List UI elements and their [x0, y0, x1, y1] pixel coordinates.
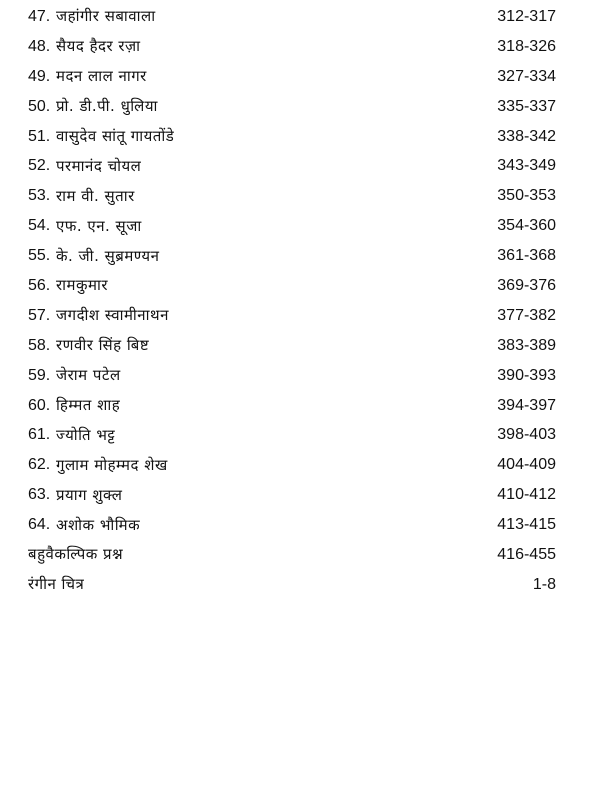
entry-number: 62. [28, 456, 51, 474]
entry-number: 64. [28, 516, 51, 534]
entry-number: 50. [28, 97, 51, 115]
entry-title: बहुवैकल्पिक प्रश्न [28, 545, 124, 564]
entry-number: 57. [28, 306, 51, 324]
entry-pages: 383-389 [497, 336, 556, 354]
entry-pages: 413-415 [497, 516, 556, 534]
entry-text [28, 338, 149, 354]
entry-title: एफ. एन. सूजा [56, 216, 142, 235]
entry-title: रामकुमार [56, 276, 109, 295]
entry-number: 59. [28, 366, 51, 384]
entry-number: 47. [28, 7, 51, 25]
entry-text [28, 368, 121, 384]
entry-text [28, 158, 141, 174]
entry-title: जगदीश स्वामीनाथन [56, 306, 169, 325]
entry-text [28, 188, 135, 204]
toc-row [28, 122, 556, 152]
entry-title: प्रो. डी.पी. धुलिया [56, 97, 158, 116]
toc-row [28, 540, 556, 570]
entry-text [28, 457, 168, 473]
entry-title: के. जी. सुब्रमण्यन [56, 246, 160, 265]
entry-number: 55. [28, 247, 51, 265]
entry-title: हिम्मत शाह [56, 396, 121, 415]
entry-title: रंगीन चित्र [28, 575, 85, 594]
entry-text [28, 69, 147, 85]
entry-number: 58. [28, 336, 51, 354]
entry-title: प्रयाग शुक्ल [56, 485, 123, 504]
entry-title: राम वी. सुतार [56, 186, 135, 205]
entry-text [28, 39, 141, 55]
toc-row [28, 92, 556, 122]
entry-number: 48. [28, 37, 51, 55]
entry-text [28, 129, 174, 145]
entry-pages: 350-353 [497, 187, 556, 205]
entry-number: 53. [28, 187, 51, 205]
entry-pages: 312-317 [497, 7, 556, 25]
entry-title: ज्योति भट्ट [56, 425, 116, 444]
entry-pages: 318-326 [497, 37, 556, 55]
entry-pages: 369-376 [497, 276, 556, 294]
entry-text [28, 99, 158, 115]
entry-text [28, 308, 169, 324]
toc-row [28, 331, 556, 361]
toc-row [28, 151, 556, 181]
entry-pages: 327-334 [497, 67, 556, 85]
table-of-contents [28, 2, 556, 600]
toc-row [28, 271, 556, 301]
entry-text [28, 427, 115, 443]
entry-title: अशोक भौमिक [56, 515, 141, 534]
entry-text [28, 487, 122, 503]
entry-pages: 335-337 [497, 97, 556, 115]
toc-row [28, 211, 556, 241]
entry-text [28, 9, 156, 25]
entry-title: जहांगीर सबावाला [56, 7, 156, 26]
entry-text [28, 278, 108, 294]
entry-title: गुलाम मोहम्मद शेख [56, 455, 168, 474]
entry-pages: 343-349 [497, 157, 556, 175]
entry-title: जेराम पटेल [56, 366, 121, 385]
toc-row [28, 510, 556, 540]
toc-row [28, 480, 556, 510]
toc-row [28, 301, 556, 331]
entry-text [28, 248, 159, 264]
entry-pages: 390-393 [497, 366, 556, 384]
entry-pages: 377-382 [497, 306, 556, 324]
entry-title: परमानंद चोयल [56, 156, 142, 175]
toc-row [28, 62, 556, 92]
entry-title: वासुदेव सांतू गायतोंडे [56, 127, 175, 145]
entry-text [28, 517, 140, 533]
entry-title: सैयद हैदर रज़ा [56, 37, 141, 56]
toc-row [28, 361, 556, 391]
entry-text [28, 218, 142, 234]
entry-pages: 1-8 [532, 575, 556, 593]
toc-row [28, 181, 556, 211]
entry-title: रणवीर सिंह बिष्ट [56, 336, 150, 355]
entry-title: मदन लाल नागर [56, 67, 147, 86]
toc-row [28, 241, 556, 271]
toc-row [28, 570, 556, 600]
entry-pages: 416-455 [497, 545, 556, 563]
entry-text [28, 547, 123, 562]
toc-row [28, 420, 556, 450]
toc-row [28, 32, 556, 62]
entry-pages: 398-403 [497, 426, 556, 444]
entry-pages: 361-368 [497, 247, 556, 265]
entry-pages: 404-409 [497, 456, 556, 474]
entry-number: 51. [28, 127, 51, 145]
entry-text [28, 577, 84, 592]
entry-number: 49. [28, 67, 51, 85]
entry-number: 56. [28, 276, 51, 294]
entry-pages: 338-342 [497, 127, 556, 145]
entry-number: 60. [28, 396, 51, 414]
toc-row [28, 450, 556, 480]
entry-number: 54. [28, 217, 51, 235]
entry-pages: 410-412 [497, 486, 556, 504]
toc-row [28, 391, 556, 421]
entry-text [28, 398, 120, 414]
entry-number: 63. [28, 486, 51, 504]
entry-pages: 394-397 [497, 396, 556, 414]
entry-number: 61. [28, 426, 51, 444]
entry-number: 52. [28, 157, 51, 175]
toc-row [28, 2, 556, 32]
entry-pages: 354-360 [497, 217, 556, 235]
